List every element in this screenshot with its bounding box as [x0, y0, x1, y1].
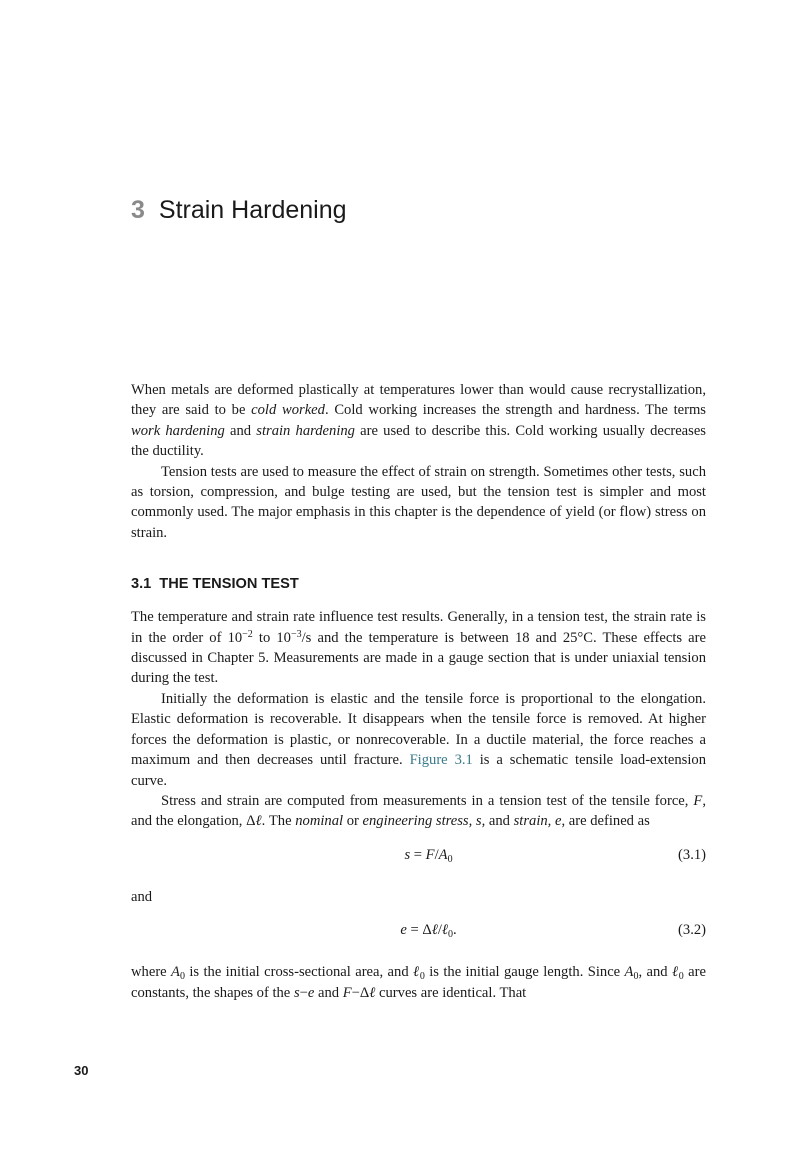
section-paragraph-2: Initially the deformation is elastic and the tensile force is proportional to the elongation. Elastic deformation is recoverable. It disappears when the tensile force is removed. At higher forces the deformation is plastic, or nonrecoverable. In a ductile material, the force reaches a maximum and then decreases until fracture. Figure 3.1 is a schematic tensile load-extension curve.: [131, 690, 706, 789]
page-content: [131, 380, 706, 1003]
term-strain-hardening: strain hardening: [256, 422, 355, 439]
connector-text: and: [131, 888, 153, 905]
page-number: 30: [74, 1063, 89, 1078]
section-number: 3.1: [131, 576, 152, 593]
term-work-hardening: work hardening: [131, 422, 225, 439]
term-cold-worked: cold worked: [251, 402, 325, 419]
term-engineering-stress: engineering stress, s: [362, 813, 482, 830]
equation-3-2: [131, 920, 706, 941]
section-heading: [131, 574, 706, 594]
figure-link[interactable]: Figure 3.1: [409, 752, 473, 769]
term-nominal: nominal: [295, 813, 344, 830]
section-paragraph-1: The temperature and strain rate influence test results. Generally, in a tension test, the strain rate is in the order of $10^{-2}$ to $10^{-3}/s$ and the temperature is between 18 and 25°C. These effects are discussed in Chapter 5. Measurements are made in a gauge section that is under uniaxial tension during the test.: [131, 609, 706, 687]
intro-paragraph-1: When metals are deformed plastically at temperatures lower than would cause recrystallization, they are said to be cold worked. Cold working increases the strength and hardness. The terms work hardening and strain hardening are used to describe this. Cold working usually decreases the ductility.: [131, 382, 706, 460]
term-strain: strain, e: [513, 813, 562, 830]
chapter-heading: [131, 196, 347, 225]
equation-3-2-body: e = Δℓ/ℓ$_0$.: [400, 922, 457, 941]
equation-3-1-body: $s = F/A_0$: [404, 846, 453, 865]
section-title: THE TENSION TEST: [159, 576, 299, 593]
section-paragraph-4: where $A_0$ is the initial cross-sectional area, and ℓ$_0$ is the initial gauge length. Since $A_0$, and ℓ$_0$ are constants, the shapes of the s−e and F−Δℓ curves are identical. That: [131, 964, 706, 1001]
section-paragraph-3: Stress and strain are computed from measurements in a tension test of the tensile force, F, and the elongation, Δℓ. The nominal or engineering stress, s, and strain, e, are defined as: [131, 792, 706, 830]
equation-3-1: [131, 845, 706, 866]
chapter-title: Strain Hardening: [158, 196, 347, 224]
intro-paragraph-2: Tension tests are used to measure the effect of strain on strength. Sometimes other tests, such as torsion, compression, and bulge testing are used, but the tension test is simpler and most commonly used. The major emphasis in this chapter is the dependence of yield (or flow) stress on strain.: [131, 463, 706, 541]
chapter-number: 3: [131, 196, 145, 224]
equation-number: (3.2): [678, 922, 706, 939]
equation-number: (3.1): [678, 846, 706, 863]
